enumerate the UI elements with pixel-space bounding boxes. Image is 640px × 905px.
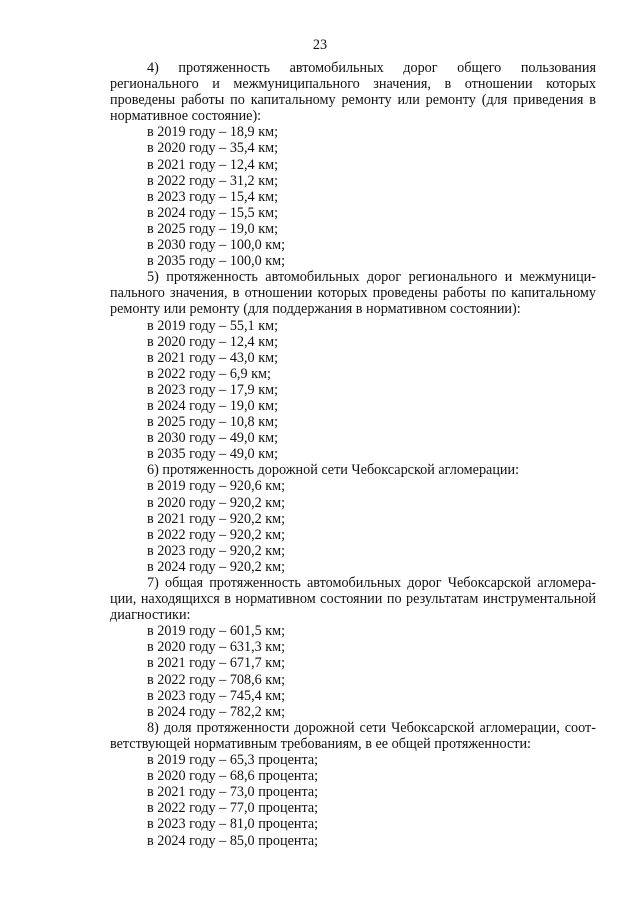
list-item: в 2035 году – 49,0 км; (147, 446, 279, 463)
list-item: в 2025 году – 10,8 км; (147, 414, 279, 431)
section-intro: 8) доля протяженности дорожной сети Чебоксарской агломерации, соответствующей нормативным требованиям, в ее общей протяженности: (110, 719, 596, 752)
list-item: в 2022 году – 77,0 процента; (147, 800, 319, 817)
document-body (110, 60, 596, 849)
list-item: в 2020 году – 35,4 км; (147, 140, 279, 157)
section-intro: 7) общая протяженность автомобильных дорог Чебоксарской агломерации, находящихся в нормативном состоянии по результатам инструментальной диагностики: (110, 575, 596, 624)
section-intro: 6) протяженность дорожной сети Чебоксарской агломерации: (147, 462, 520, 479)
list-item: в 2030 году – 49,0 км; (147, 430, 279, 447)
list-item: в 2025 году – 19,0 км; (147, 220, 279, 237)
section-intro: 5) протяженность автомобильных дорог регионального и межмуниципального значения, в отношении которых проведены работы по капитальному ремонту или ремонту (для поддержания в нормативном состоянии): (110, 269, 596, 318)
list-item: в 2024 году – 19,0 км; (147, 397, 279, 414)
list-item: в 2022 году – 31,2 км; (147, 172, 279, 189)
list-item: в 2019 году – 18,9 км; (147, 124, 279, 141)
list-item: в 2035 году – 100,0 км; (147, 253, 286, 270)
list-item: в 2024 году – 920,2 км; (147, 558, 286, 575)
list-item: в 2020 году – 12,4 км; (147, 333, 279, 350)
list-item: в 2019 году – 55,1 км; (147, 317, 279, 334)
list-item: в 2021 году – 73,0 процента; (147, 784, 319, 801)
list-item: в 2021 году – 43,0 км; (147, 349, 279, 366)
list-item: в 2023 году – 920,2 км; (147, 542, 286, 559)
list-item: в 2020 году – 68,6 процента; (147, 768, 319, 785)
list-item: в 2020 году – 631,3 км; (147, 639, 286, 656)
list-item: в 2019 году – 601,5 км; (147, 623, 286, 640)
list-item: в 2023 году – 17,9 км; (147, 381, 279, 398)
list-item: в 2022 году – 708,6 км; (147, 671, 286, 688)
list-item: в 2023 году – 745,4 км; (147, 687, 286, 704)
list-item: в 2023 году – 81,0 процента; (147, 816, 319, 833)
list-item: в 2022 году – 920,2 км; (147, 526, 286, 543)
list-item: в 2021 году – 671,7 км; (147, 655, 286, 672)
list-item: в 2024 году – 85,0 процента; (147, 832, 319, 849)
page-number: 23 (312, 37, 328, 53)
section-intro: 4) протяженность автомобильных дорог общего пользования регионального и межмуниципального значения, в отношении которых проведены работы по капитальному ремонту или ремонту (для приведения в нормативное состояние): (110, 60, 596, 125)
list-item: в 2020 году – 920,2 км; (147, 494, 286, 511)
list-item: в 2019 году – 65,3 процента; (147, 752, 319, 769)
list-item: в 2021 году – 920,2 км; (147, 510, 286, 527)
list-item: в 2024 году – 782,2 км; (147, 703, 286, 720)
list-item: в 2023 году – 15,4 км; (147, 188, 279, 205)
list-item: в 2024 году – 15,5 км; (147, 204, 279, 221)
list-item: в 2021 году – 12,4 км; (147, 156, 279, 173)
list-item: в 2022 году – 6,9 км; (147, 365, 271, 382)
list-item: в 2019 году – 920,6 км; (147, 478, 286, 495)
list-item: в 2030 году – 100,0 км; (147, 237, 286, 254)
